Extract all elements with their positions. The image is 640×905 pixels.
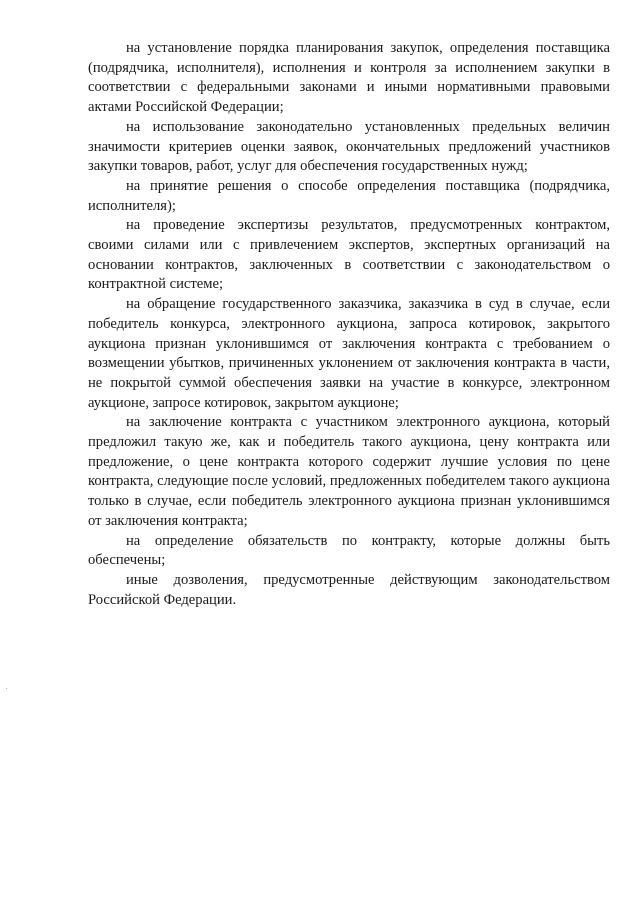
document-body	[88, 39, 610, 610]
paragraph-procurement-planning: на установление порядка планирования закупок, определения поставщика (подрядчика, исполнителя), исполнения и контроля за исполнением закупки в соответствии с федеральными законами и иными нормативными правовыми актами Российской Федерации;	[88, 40, 610, 116]
paragraph-expertise: на проведение экспертизы результатов, предусмотренных контрактом, своими силами или с привлечением экспертов, экспертных организаций на основании контрактов, заключенных в соответствии с законодательством о контрактной системе;	[88, 217, 610, 293]
paragraph-contract-conclusion: на заключение контракта с участником электронного аукциона, который предложил такую же, как и победитель такого аукциона, цену контракта или предложение, о цене контракта которого содержит лучшие условия по цене контракта, следующие после условий, предложенных победителем такого аукциона только в случае, если победитель электронного аукциона признан уклонившимся от заключения контракта;	[88, 414, 610, 529]
paragraph-court-appeal: на обращение государственного заказчика, заказчика в суд в случае, если победитель конкурса, электронного аукциона, запроса котировок, закрытого аукциона признан уклонившимся от заключения контракта с требованием о возмещении убытков, причиненных уклонением от заключения контракта в части, не покрытой суммой обеспечения заявки на участие в конкурсе, электронном аукционе, запросе котировок, закрытом аукционе;	[88, 296, 610, 411]
paragraph-other-permissions: иные дозволения, предусмотренные действующим законодательством Российской Федерации.	[88, 571, 610, 608]
paragraph-obligations: на определение обязательств по контракту, которые должны быть обеспечены;	[88, 532, 610, 569]
paragraph-supplier-method: на принятие решения о способе определения поставщика (подрядчика, исполнителя);	[88, 177, 610, 214]
paragraph-evaluation-criteria: на использование законодательно установленных предельных величин значимости критериев оценки заявок, окончательных предложений участников закупки товаров, работ, услуг для обеспечения государственных нужд;	[88, 118, 610, 175]
scan-artifact-dot	[6, 688, 7, 689]
